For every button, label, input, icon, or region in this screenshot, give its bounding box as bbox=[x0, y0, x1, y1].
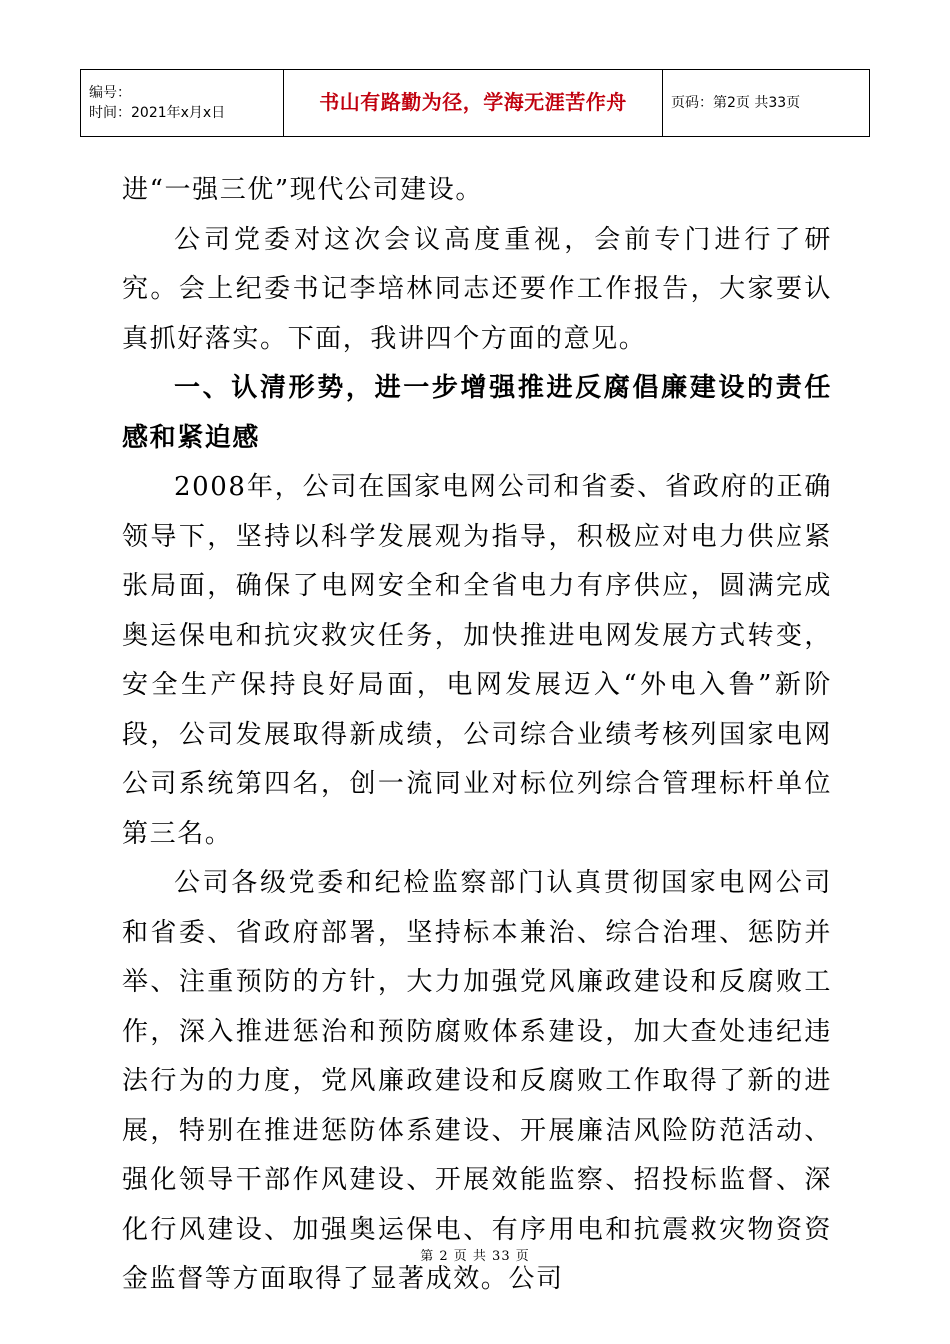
number-label: 编号： bbox=[89, 85, 131, 101]
header-page-cell bbox=[663, 70, 870, 137]
paragraph-2008-summary: 2008年，公司在国家电网公司和省委、省政府的正确领导下，坚持以科学发展观为指导，积极应对电力供应紧张局面，确保了电网安全和全省电力有序供应，圆满完成奥运保电和抗灾救灾任务，加快推进电网发展方式转变，安全生产保持良好局面，电网发展迈入“外电入鲁”新阶段，公司发展取得新成绩，公司综合业绩考核列国家电网公司系统第四名，创一流同业对标位列综合管理标杆单位第三名。 bbox=[122, 472, 832, 849]
motto-text: 书山有路勤为径，学海无涯苦作舟 bbox=[319, 89, 627, 114]
section-heading: 一、认清形势，进一步增强推进反腐倡廉建设的责任感和紧迫感 bbox=[122, 373, 832, 453]
header-meta-cell bbox=[81, 70, 284, 137]
paragraph-continuation: 进“一强三优”现代公司建设。 bbox=[122, 175, 483, 205]
document-header bbox=[80, 69, 870, 137]
page-info: 页码：第2页 共33页 bbox=[671, 95, 801, 111]
document-body bbox=[122, 166, 832, 1305]
header-motto-cell bbox=[284, 70, 663, 137]
date-label: 时间：2021年x月x日 bbox=[89, 105, 226, 121]
paragraph-intro: 公司党委对这次会议高度重视，会前专门进行了研究。会上纪委书记李培林同志还要作工作报告，大家要认真抓好落实。下面，我讲四个方面的意见。 bbox=[122, 224, 832, 354]
page-footer: 第 2 页 共 33 页 bbox=[420, 1249, 530, 1264]
paragraph-party-work: 公司各级党委和纪检监察部门认真贯彻国家电网公司和省委、省政府部署，坚持标本兼治、综合治理、惩防并举、注重预防的方针，大力加强党风廉政建设和反腐败工作，深入推进惩治和预防腐败体系建设，加大查处违纪违法行为的力度，党风廉政建设和反腐败工作取得了新的进展，特别在推进惩防体系建设、开展廉洁风险防范活动、强化领导干部作风建设、开展效能监察、招投标监督、深化行风建设、加强奥运保电、有序用电和抗震救灾物资资金监督等方面取得了显著成效。公司 bbox=[122, 868, 832, 1294]
